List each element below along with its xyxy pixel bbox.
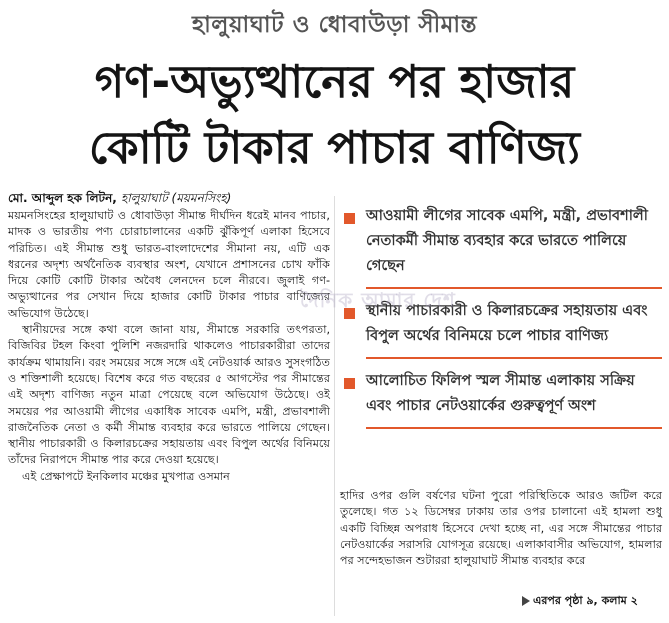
- square-bullet-icon: [344, 213, 355, 224]
- highlight-text: আলোচিত ফিলিপ স্মল সীমান্ত এলাকায় সক্রিয় এবং পাচার নেটওয়ার্কের গুরুত্বপূর্ণ অংশ: [366, 373, 635, 414]
- triangle-pointer-icon: [522, 596, 530, 606]
- headline-line-2: কোটি টাকার পাচার বাণিজ্য: [88, 121, 581, 174]
- column-divider: [334, 196, 335, 616]
- highlight-divider: [366, 357, 662, 359]
- byline: [8, 190, 231, 210]
- body-paragraph-1: ময়মনসিংহের হালুয়াঘাট ও ধোবাউড়া সীমান্ত দীর্ঘদিন ধরেই মানব পাচার, মাদক ও ভারতীয় পণ্য চোরাচালানের একটি ঝুঁকিপূর্ণ এলাকা হিসেবে পরিচিত। এই সীমান্ত শুধু ভারত-বাংলাদেশের সীমানা নয়, এটি এক ধরনের অদৃশ্য অর্থনৈতিক ব্যবস্থার অংশ, যেখানে প্রশাসনের চোখ ফাঁকি দিয়ে কোটি কোটি টাকার অবৈধ লেনদেন চলে নীরবে। জুলাই গণ-অভ্যুত্থানের পর সেখান দিয়ে হাজার কোটি টাকার পাচার বাণিজ্যের অভিযোগ উঠেছে।: [8, 209, 330, 320]
- highlight-item: [340, 204, 662, 279]
- highlight-text: আওয়ামী লীগের সাবেক এমপি, মন্ত্রী, প্রভাবশালী নেতাকর্মী সীমান্ত ব্যবহার করে ভারতে পালিয়ে গেছেন: [366, 208, 648, 274]
- highlight-divider: [366, 427, 662, 429]
- byline-author: মো. আব্দুল হক লিটন,: [8, 191, 117, 205]
- highlight-item: [340, 369, 662, 419]
- body-paragraph-2: স্থানীয়দের সঙ্গে কথা বলে জানা যায়, সীমান্তে সরকারি তৎপরতা, বিজিবির টহল কিংবা পুলিশি নজরদারি থাকলেও পাচারকারীরা তাদের কার্যক্রম থামায়নি। বরং সময়ের সঙ্গে সঙ্গে এই নেটওয়ার্ক আরও সুসংগঠিত ও শক্তিশালী হয়েছে। বিশেষ করে গত বছরের ৫ আগস্টের পর সীমান্তের এই অদৃশ্য বাণিজ্য নতুন মাত্রা পেয়েছে বলে অভিযোগ উঠেছে। ওই সময়ের পর আওয়ামী লীগের একাধিক সাবেক এমপি, মন্ত্রী, প্রভাবশালী রাজনৈতিক নেতা ও কর্মী সীমান্ত ব্যবহার করে ভারতে পালিয়ে গেছেন। স্থানীয় পাচারকারী ও কিলারচক্রের সহায়তায় এবং বিপুল অর্থের বিনিময়ে তাঁদের নিরাপদে সীমান্ত পার করে দেওয়া হয়েছে।: [8, 323, 330, 467]
- highlights-box: [340, 204, 662, 439]
- newspaper-watermark: দৈনিক আমার দেশ: [300, 288, 456, 312]
- square-bullet-icon: [344, 378, 355, 389]
- continued-on-page: [522, 592, 638, 611]
- kicker-heading: হালুয়াঘাট ও ধোবাউড়া সীমান্ত: [192, 12, 477, 38]
- headline-line-1: গণ-অভ্যুত্থানের পর হাজার: [94, 55, 575, 108]
- continued-text: এরপর পৃষ্ঠা ৯, কলাম ২: [533, 594, 638, 607]
- article-body-left: [8, 208, 330, 485]
- body-paragraph-3: এই প্রেক্ষাপটে ইনকিলাব মঞ্চের মুখপাত্র ওসমান: [22, 469, 230, 483]
- highlight-text: স্থানীয় পাচারকারী ও কিলারচক্রের সহায়তায় এবং বিপুল অর্থের বিনিময়ে চলে পাচার বাণিজ্য: [366, 303, 648, 344]
- article-body-right: হাদির ওপর গুলি বর্ষণের ঘটনা পুরো পরিস্থিতিকে আরও জটিল করে তুলেছে। গত ১২ ডিসেম্বর ঢাকায় তার ওপর চালানো এই হামলা শুধু একটি বিচ্ছিন্ন অপরাধ হিসেবে দেখা হচ্ছে না, এর সঙ্গে সীমান্তের পাচার নেটওয়ার্কের সরাসরি যোগসূত্র রয়েছে। এলাকাবাসীর অভিযোগ, হামলার পর সন্দেহভাজন শুটাররা হালুয়াঘাট সীমান্ত ব্যবহার করে: [340, 489, 662, 568]
- byline-location: হালুয়াঘাট (ময়মনসিংহ): [121, 191, 232, 205]
